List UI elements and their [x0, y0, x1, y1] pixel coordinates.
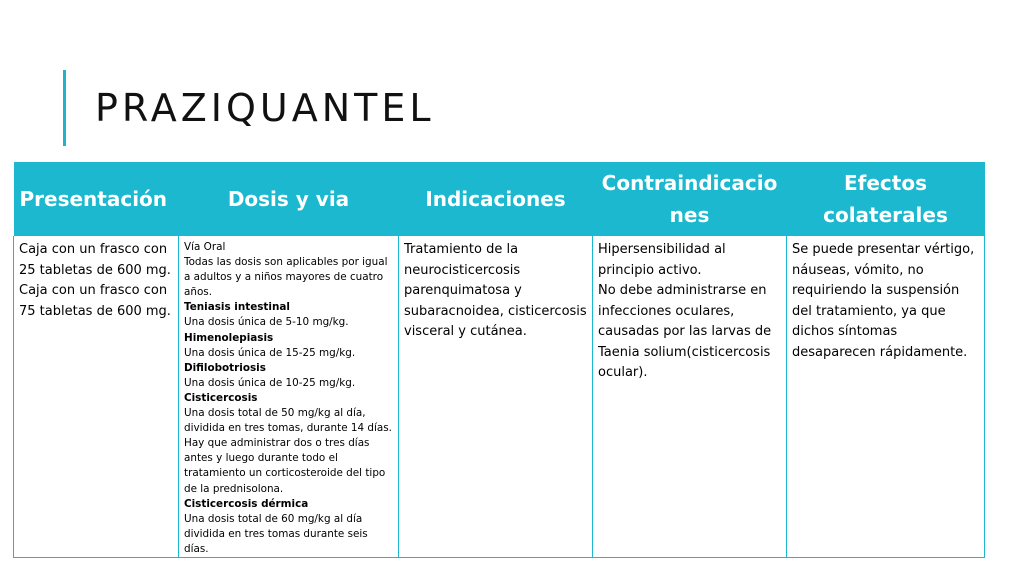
cell-indicaciones: Tratamiento de la neurocisticercosis parenquimatosa y subaracnoidea, cisticercosis visceral y cutánea. — [399, 236, 593, 557]
header-efectos: Efectos colaterales — [787, 162, 985, 236]
dosis-heading: Cisticercosis dérmica — [184, 497, 309, 510]
slide-title: PRAZIQUANTEL — [95, 86, 435, 130]
header-presentacion: Presentación — [14, 162, 179, 236]
dosis-heading: Himenolepiasis — [184, 331, 274, 344]
dosis-line: Una dosis única de 5-10 mg/kg. — [184, 316, 349, 329]
table-row — [14, 236, 985, 557]
dosis-line: Todas las dosis son aplicables por igual a adultos y a niños mayores de cuatro años. — [184, 256, 388, 299]
drug-info-table — [13, 162, 985, 558]
cell-presentacion: Caja con un frasco con 25 tabletas de 600 mg. Caja con un frasco con 75 tabletas de 600 mg. — [14, 236, 179, 557]
dosis-heading: Difilobotriosis — [184, 361, 266, 374]
dosis-heading: Cisticercosis — [184, 391, 258, 404]
cell-dosis — [179, 236, 399, 557]
dosis-line: Una dosis única de 10-25 mg/kg. — [184, 376, 356, 389]
header-contraindicaciones: Contraindicaciones — [593, 162, 787, 236]
table-header-row — [14, 162, 985, 236]
title-accent-bar — [63, 70, 66, 146]
dosis-line: Una dosis total de 50 mg/kg al día, dividida en tres tomas, durante 14 días. Hay que administrar dos o tres días antes y luego durante todo el tratamiento un corticosteroide del tipo de la prednisolona. — [184, 407, 392, 495]
header-indicaciones: Indicaciones — [399, 162, 593, 236]
header-dosis: Dosis y via — [179, 162, 399, 236]
dosis-heading: Teniasis intestinal — [184, 301, 290, 314]
dosis-line: Una dosis total de 60 mg/kg al día dividida en tres tomas durante seis días. — [184, 512, 368, 555]
cell-contraindicaciones: Hipersensibilidad al principio activo. No debe administrarse en infecciones oculares, causadas por las larvas de Taenia solium(cisticercosis ocular). — [593, 236, 787, 557]
cell-efectos: Se puede presentar vértigo, náuseas, vómito, no requiriendo la suspensión del tratamiento, ya que dichos síntomas desaparecen rápidamente. — [787, 236, 985, 557]
dosis-line: Una dosis única de 15-25 mg/kg. — [184, 346, 356, 359]
dosis-line: Vía Oral — [184, 241, 226, 253]
